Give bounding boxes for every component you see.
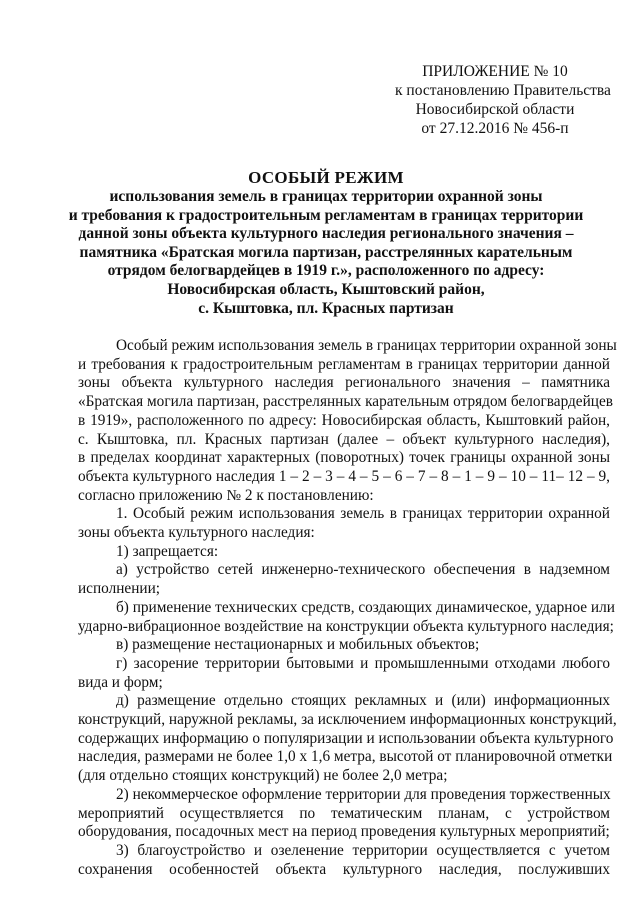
title-line: данной зоны объекта культурного наследия регионального значения – (78, 225, 574, 243)
body-line: конструкций, наружной рекламы, за исключением информационных конструкций, (78, 711, 617, 729)
body-line: 2) некоммерческое оформление территории для проведения торжественных (116, 785, 611, 803)
body-line: наследия, размерами не более 1,0 х 1,6 метра, высотой от планировочной отметки (78, 748, 613, 766)
body-line: и требования к градостроительным регламентам в границах территории данной (78, 355, 610, 373)
document-title (60, 168, 592, 318)
body-line: «Братская могила партизан, расстрелянных карательным отрядом белогвардейцев (78, 393, 613, 411)
body-line: исполнении; (78, 580, 161, 598)
appendix-region: Новосибирской области (415, 101, 575, 118)
body-line: с. Кыштовка, пл. Красных партизан (далее – объект культурного наследия), (78, 430, 610, 448)
document-body (78, 337, 617, 879)
body-line: ударно-вибрационное воздействие на конструкции объекта культурного наследия; (78, 617, 614, 635)
title-line: отрядом белогвардейцев в 1919 г.», расположенного по адресу: (107, 262, 545, 280)
body-line: 1) запрещается: (116, 542, 219, 560)
body-line: зоны объекта культурного наследия: (78, 524, 315, 542)
body-line: сохранения особенностей объекта культурного наследия, послуживших (78, 860, 610, 878)
title-line: использования земель в границах территории охранной зоны (109, 188, 543, 205)
body-line: б) применение технических средств, создающих динамическое, ударное или (116, 598, 615, 616)
body-line: г) засорение территории бытовыми и промышленными отходами любого (116, 654, 610, 672)
appendix-reference: к постановлению Правительства (395, 82, 611, 99)
body-line: мероприятий осуществляется по тематическим планам, с устройством (78, 804, 610, 822)
body-line: в) размещение нестационарных и мобильных объектов; (116, 636, 480, 654)
body-line: д) размещение отдельно стоящих рекламных и (или) информационных (116, 692, 610, 710)
title-line: Новосибирская область, Кыштовский район, (167, 280, 485, 298)
body-line: содержащих информацию о популяризации и использовании объекта культурного (78, 729, 614, 747)
body-line: зоны объекта культурного наследия регионального значения – памятника (78, 374, 610, 392)
body-line: в 1919», расположенного по адресу: Новосибирская область, Кыштовкий район, (78, 411, 610, 429)
title-line: памятника «Братская могила партизан, расстрелянных карательным (79, 243, 573, 261)
body-line: оборудования, посадочных мест на период проведения культурных мероприятий; (78, 823, 610, 841)
body-line: а) устройство сетей инженерно-технического обеспечения в надземном (116, 561, 610, 579)
body-line: объекта культурного наследия 1 – 2 – 3 – 4 – 5 – 6 – 7 – 8 – 1 – 9 – 10 – 11– 12 – 9, (78, 467, 610, 485)
appendix-header (395, 62, 611, 138)
title-line: и требования к градостроительным регламентам в границах территории (68, 206, 584, 224)
title-line: с. Кыштовка, пл. Красных партизан (198, 299, 454, 317)
body-line: вида и форм; (78, 673, 163, 691)
appendix-number: ПРИЛОЖЕНИЕ № 10 (422, 63, 568, 80)
appendix-date: от 27.12.2016 № 456-п (421, 120, 569, 137)
title-main: ОСОБЫЙ РЕЖИМ (248, 168, 404, 187)
body-line: (для отдельно стоящих конструкций) не более 2,0 метра; (78, 767, 448, 785)
body-line: согласно приложению № 2 к постановлению: (78, 486, 374, 504)
body-line: 1. Особый режим использования земель в границах территории охранной (116, 505, 610, 523)
body-line: Особый режим использования земель в границах территории охранной зоны (116, 337, 617, 354)
body-line: 3) благоустройство и озеленение территории осуществляется с учетом (116, 841, 610, 859)
body-line: в пределах координат характерных (поворотных) точек границы охранной зоны (78, 449, 610, 467)
